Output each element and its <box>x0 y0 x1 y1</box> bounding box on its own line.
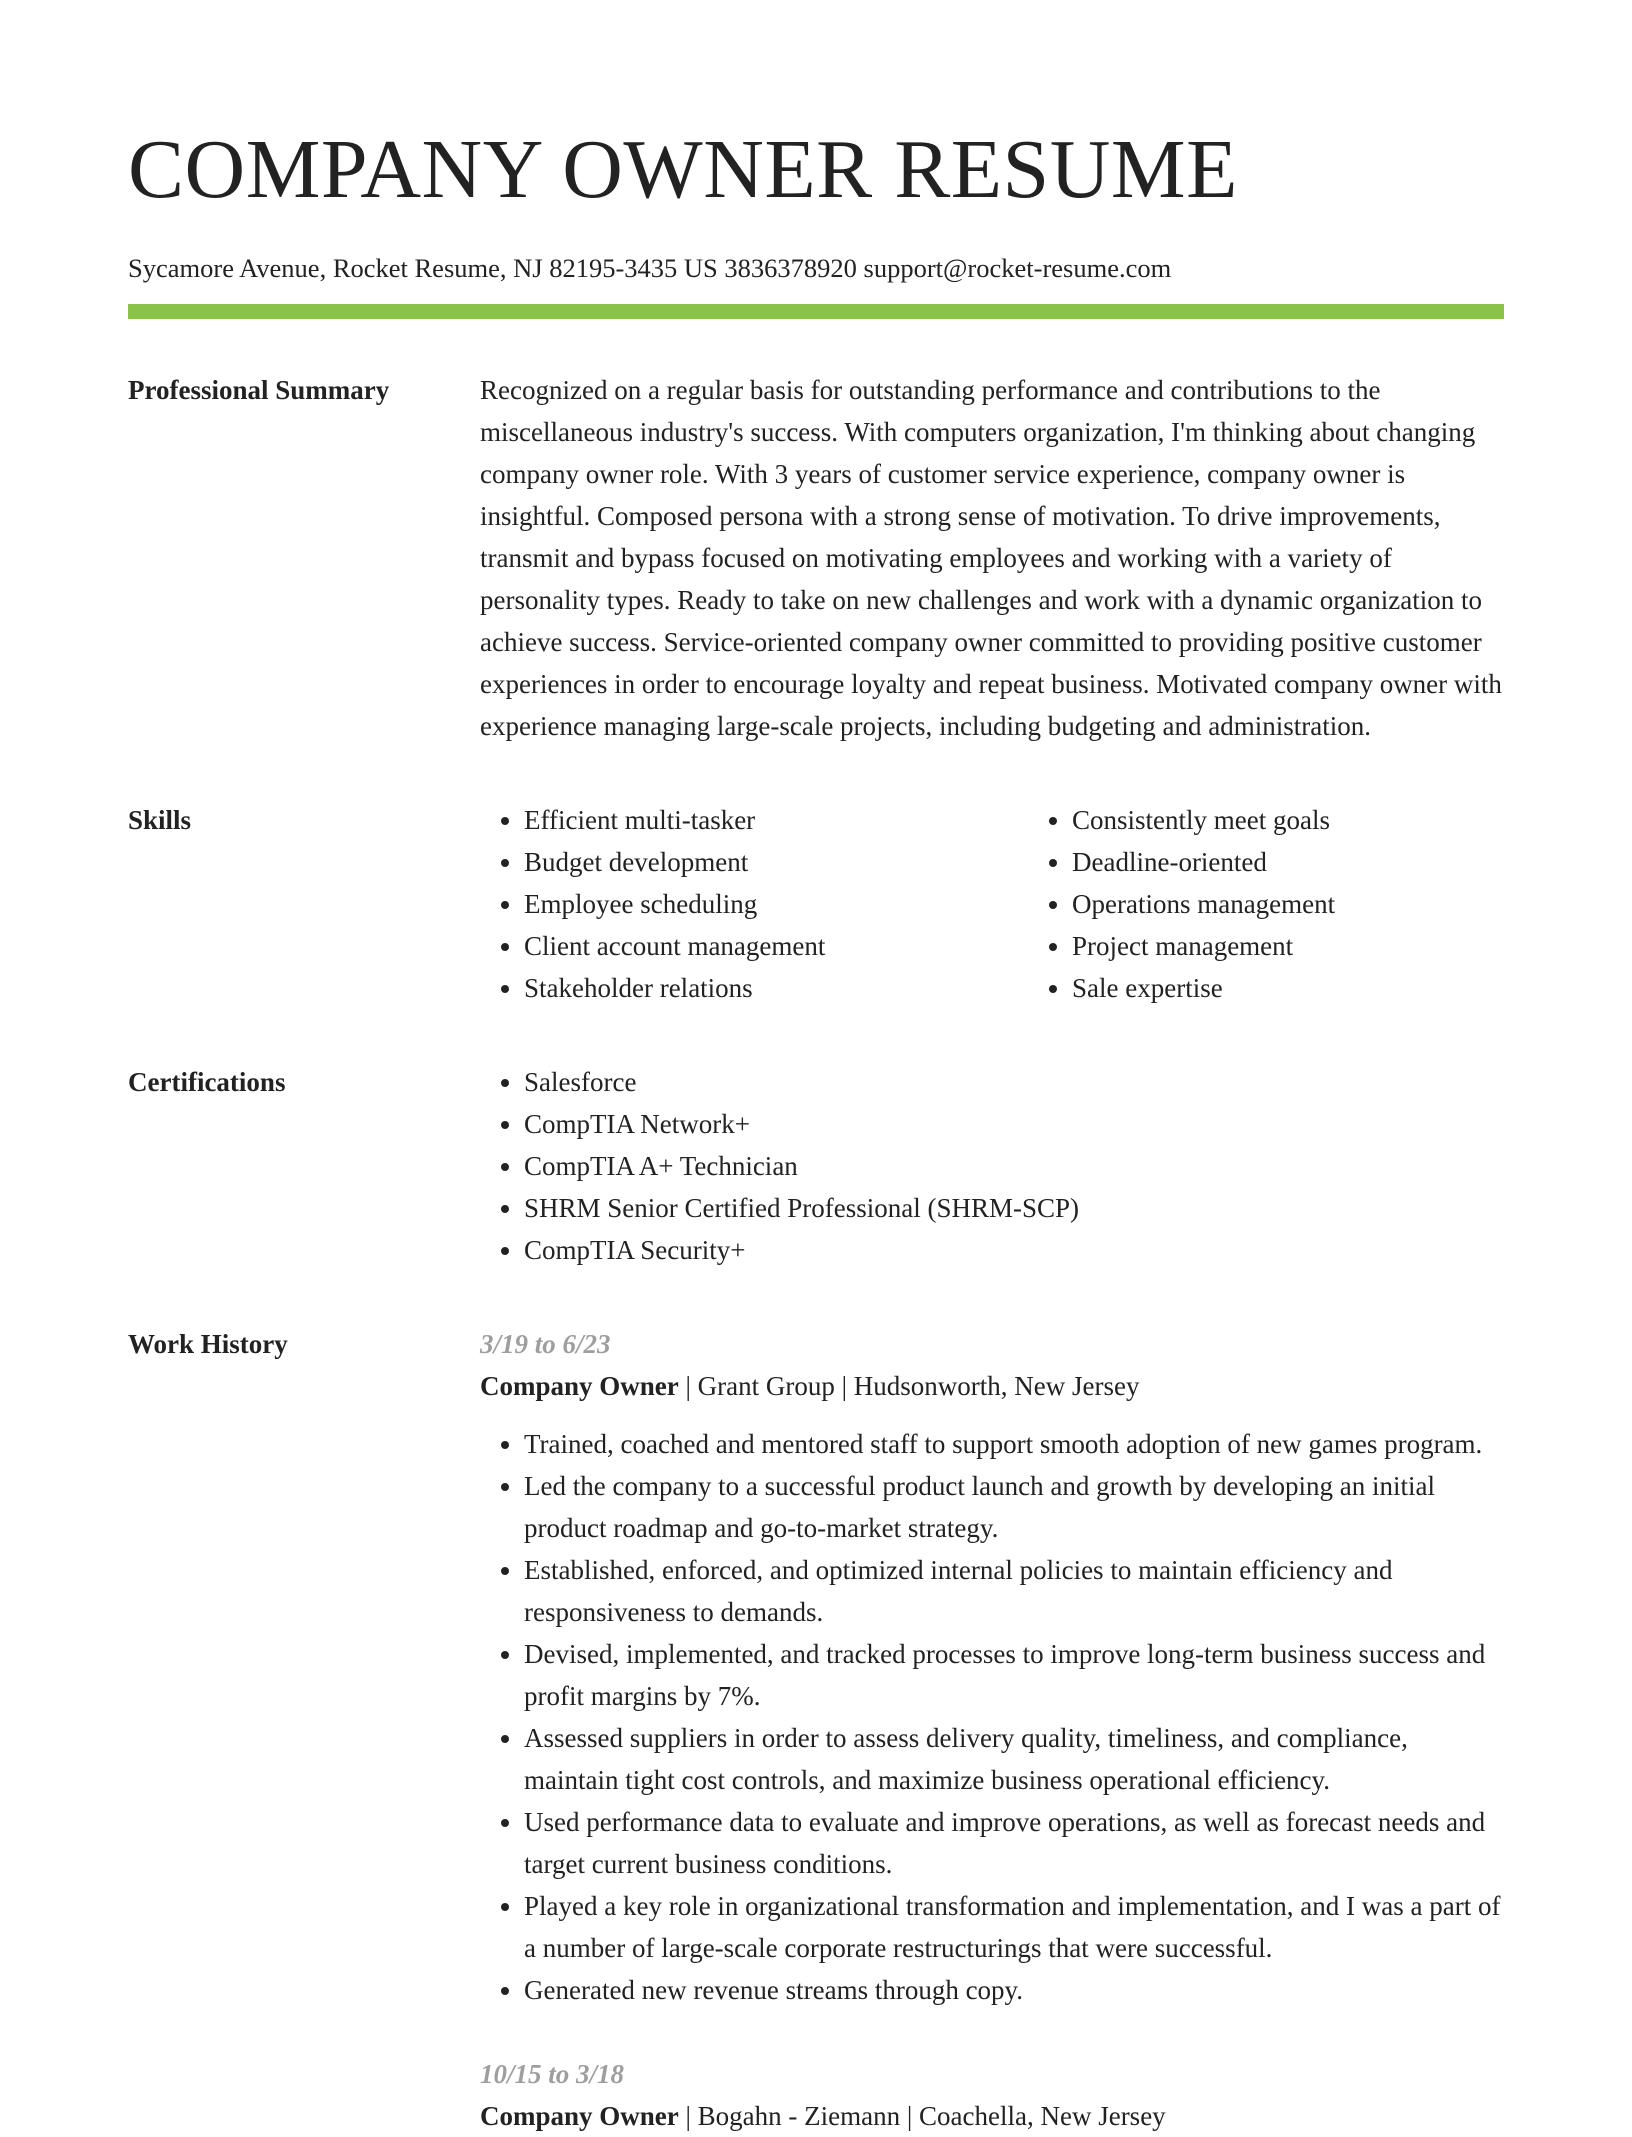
list-item: • Project management <box>1072 925 1335 967</box>
list-item: • Assessed suppliers in order to assess delivery quality, timeliness, and compliance, maintain tight cost controls, and maximize business operational efficiency. <box>524 1717 1504 1801</box>
list-item: • Salesforce <box>524 1061 1504 1103</box>
list-item: • Stakeholder relations <box>524 967 1028 1009</box>
skills-label: Skills <box>128 805 192 835</box>
list-item: • Devised, implemented, and tracked processes to improve long-term business success and profit margins by 7%. <box>524 1633 1504 1717</box>
list-item: • Deadline-oriented <box>1072 841 1335 883</box>
job-details: | Grant Group | Hudsonworth, New Jersey <box>678 1371 1140 1401</box>
job-title: Company Owner <box>480 2101 679 2131</box>
job-header <box>480 1365 1504 1407</box>
list-item: • CompTIA Network+ <box>524 1103 1504 1145</box>
list-item: • Budget development <box>524 841 1028 883</box>
summary-label: Professional Summary <box>128 375 390 405</box>
skills-list-right <box>1028 799 1335 1009</box>
job-entry <box>480 2053 1504 2137</box>
certifications-list <box>480 1061 1504 1271</box>
list-item: • Used performance data to evaluate and improve operations, as well as forecast needs and target current business conditions. <box>524 1801 1504 1885</box>
summary-content <box>480 369 1504 747</box>
summary-section <box>128 369 1504 747</box>
skills-section <box>128 799 1504 1009</box>
work-history-section <box>128 1323 1504 2137</box>
list-item: • Played a key role in organizational transformation and implementation, and I was a part of a number of large-scale corporate restructurings that were successful. <box>524 1885 1504 1969</box>
contact-line: Sycamore Avenue, Rocket Resume, NJ 82195-3435 US 3836378920 support@rocket-resume.com <box>128 253 1172 283</box>
summary-text: Recognized on a regular basis for outstanding performance and contributions to the miscellaneous industry's success. With computers organization, I'm thinking about changing company owner role. With 3 years of customer service experience, company owner is insightful. Composed persona with a strong sense of motivation. To drive improvements, transmit and bypass focused on motivating employees and working with a variety of personality types. Ready to take on new challenges and work with a dynamic organization to achieve success. Service-oriented company owner committed to providing positive customer experiences in order to encourage loyalty and repeat business. Motivated company owner with experience managing large-scale projects, including budgeting and administration. <box>480 375 1502 741</box>
job-header <box>480 2095 1504 2137</box>
skills-list-left <box>480 799 1028 1009</box>
list-item: • Sale expertise <box>1072 967 1335 1009</box>
list-item: • Employee scheduling <box>524 883 1028 925</box>
work-history-content <box>480 1323 1504 2137</box>
job-bullets <box>480 1423 1504 2011</box>
list-item: • Client account management <box>524 925 1028 967</box>
list-item: • Efficient multi-tasker <box>524 799 1028 841</box>
list-item: • SHRM Senior Certified Professional (SHRM-SCP) <box>524 1187 1504 1229</box>
job-dates: 3/19 to 6/23 <box>480 1329 611 1359</box>
list-item: • Operations management <box>1072 883 1335 925</box>
list-item: • Led the company to a successful product launch and growth by developing an initial product roadmap and go-to-market strategy. <box>524 1465 1504 1549</box>
list-item: • CompTIA Security+ <box>524 1229 1504 1271</box>
list-item: • Established, enforced, and optimized internal policies to maintain efficiency and responsiveness to demands. <box>524 1549 1504 1633</box>
list-item: • CompTIA A+ Technician <box>524 1145 1504 1187</box>
job-details: | Bogahn - Ziemann | Coachella, New Jersey <box>678 2101 1166 2131</box>
list-item: • Generated new revenue streams through copy. <box>524 1969 1504 2011</box>
certifications-content <box>480 1061 1504 1271</box>
work-history-label: Work History <box>128 1329 288 1359</box>
accent-divider <box>128 304 1504 319</box>
list-item: • Consistently meet goals <box>1072 799 1335 841</box>
job-entry <box>480 1323 1504 2011</box>
page-title: COMPANY OWNER RESUME <box>128 123 1238 216</box>
certifications-label: Certifications <box>128 1067 286 1097</box>
job-dates: 10/15 to 3/18 <box>480 2059 625 2089</box>
resume-page <box>128 0 1504 2137</box>
skills-content <box>480 799 1504 1009</box>
certifications-section <box>128 1061 1504 1271</box>
job-title: Company Owner <box>480 1371 679 1401</box>
list-item: • Trained, coached and mentored staff to support smooth adoption of new games program. <box>524 1423 1504 1465</box>
